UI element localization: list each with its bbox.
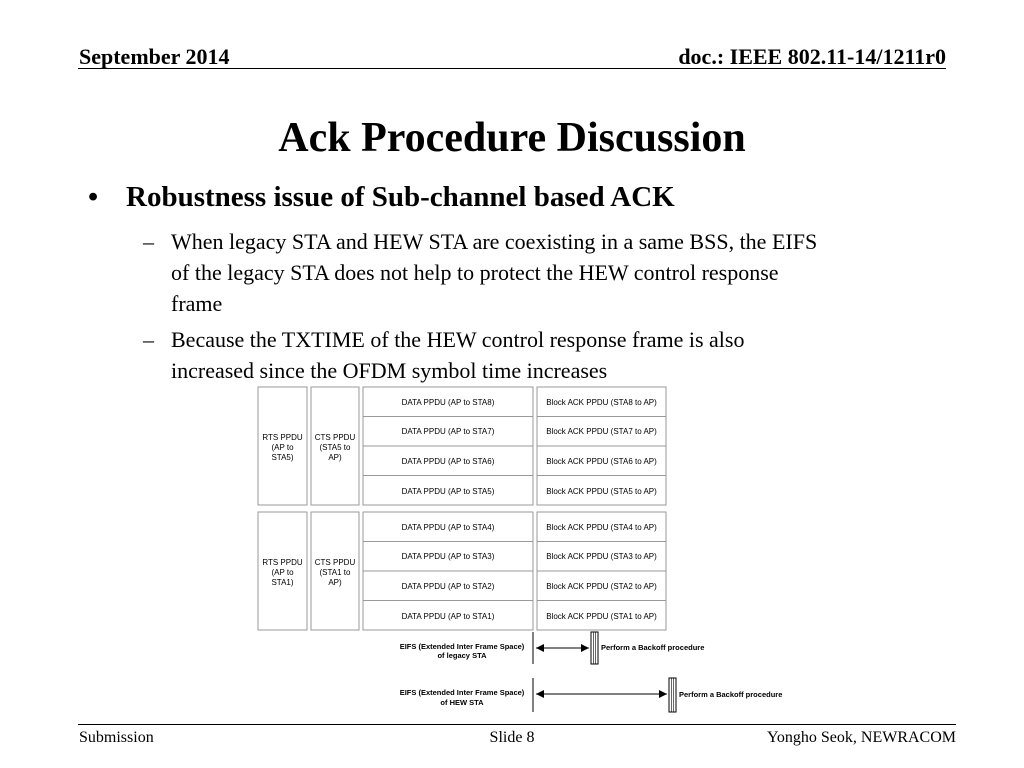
block-ack-label: Block ACK PPDU (STA5 to AP) [546,487,657,496]
data-ppdu-label: DATA PPDU (AP to STA7) [401,427,495,436]
rts-label-line-2: (AP to [271,443,294,452]
eifs-legacy-backoff-label: Perform a Backoff procedure [601,643,705,652]
rts-label-line-3: STA5) [271,453,294,462]
data-ppdu-label: DATA PPDU (AP to STA4) [401,523,495,532]
ppdu-group-1 [258,387,666,505]
sub-bullet-2-dash: – [143,327,154,352]
footer-slide-number: Slide 8 [489,729,535,746]
slide-title: Ack Procedure Discussion [278,115,746,161]
block-ack-label: Block ACK PPDU (STA6 to AP) [546,457,657,466]
block-ack-label: Block ACK PPDU (STA8 to AP) [546,398,657,407]
block-ack-label: Block ACK PPDU (STA1 to AP) [546,612,657,621]
ppdu-group-2 [258,512,666,630]
footer-submission: Submission [79,729,154,746]
cts-label-line-1: CTS PPDU [314,558,356,567]
cts-label-line-3: AP) [328,453,342,462]
block-ack-label: Block ACK PPDU (STA4 to AP) [546,523,657,532]
footer-rule [78,724,956,725]
data-ppdu-label: DATA PPDU (AP to STA3) [401,552,495,561]
eifs-hew-backoff-label: Perform a Backoff procedure [679,690,783,699]
sub-bullet-1-line-2: of the legacy STA does not help to protect the HEW control response [171,260,779,285]
block-ack-label: Block ACK PPDU (STA7 to AP) [546,427,657,436]
header-doc-id: doc.: IEEE 802.11-14/1211r0 [678,44,946,69]
eifs-legacy-label-line-2: of legacy STA [437,651,487,660]
sub-bullet-2-line-2: increased since the OFDM symbol time increases [171,358,608,383]
cts-label-line-3: AP) [328,578,342,587]
eifs-hew-label-line-1: EIFS (Extended Inter Frame Space) [399,688,525,697]
sub-bullet-1-line-1: When legacy STA and HEW STA are coexisting in a same BSS, the EIFS [171,229,818,254]
backoff-slot [591,632,598,664]
data-ppdu-label: DATA PPDU (AP to STA2) [401,582,495,591]
cts-label-line-1: CTS PPDU [314,433,356,442]
sub-bullet-1-dash: – [143,229,154,254]
bullet-1-text: Robustness issue of Sub-channel based ACK [126,181,675,213]
backoff-slot [669,678,676,712]
block-ack-label: Block ACK PPDU (STA3 to AP) [546,552,657,561]
footer-author: Yongho Seok, NEWRACOM [766,729,956,746]
block-ack-label: Block ACK PPDU (STA2 to AP) [546,582,657,591]
eifs-legacy-label-line-1: EIFS (Extended Inter Frame Space) [399,642,525,651]
rts-label-line-2: (AP to [271,568,294,577]
data-ppdu-label: DATA PPDU (AP to STA8) [401,398,495,407]
cts-label-line-2: (STA1 to [319,568,351,577]
bullet-marker: • [88,181,99,213]
eifs-hew-label-line-2: of HEW STA [440,698,484,707]
data-ppdu-label: DATA PPDU (AP to STA5) [401,487,495,496]
sub-bullet-1-line-3: frame [171,291,223,316]
rts-label-line-3: STA1) [271,578,294,587]
eifs-legacy-timeline [400,632,705,664]
eifs-hew-timeline [400,678,783,712]
rts-label-line-1: RTS PPDU [262,558,303,567]
data-ppdu-label: DATA PPDU (AP to STA1) [401,612,495,621]
rts-label-line-1: RTS PPDU [262,433,303,442]
sub-bullet-2-line-1: Because the TXTIME of the HEW control response frame is also [171,327,745,352]
data-ppdu-label: DATA PPDU (AP to STA6) [401,457,495,466]
header-date: September 2014 [79,44,230,69]
cts-label-line-2: (STA5 to [319,443,351,452]
